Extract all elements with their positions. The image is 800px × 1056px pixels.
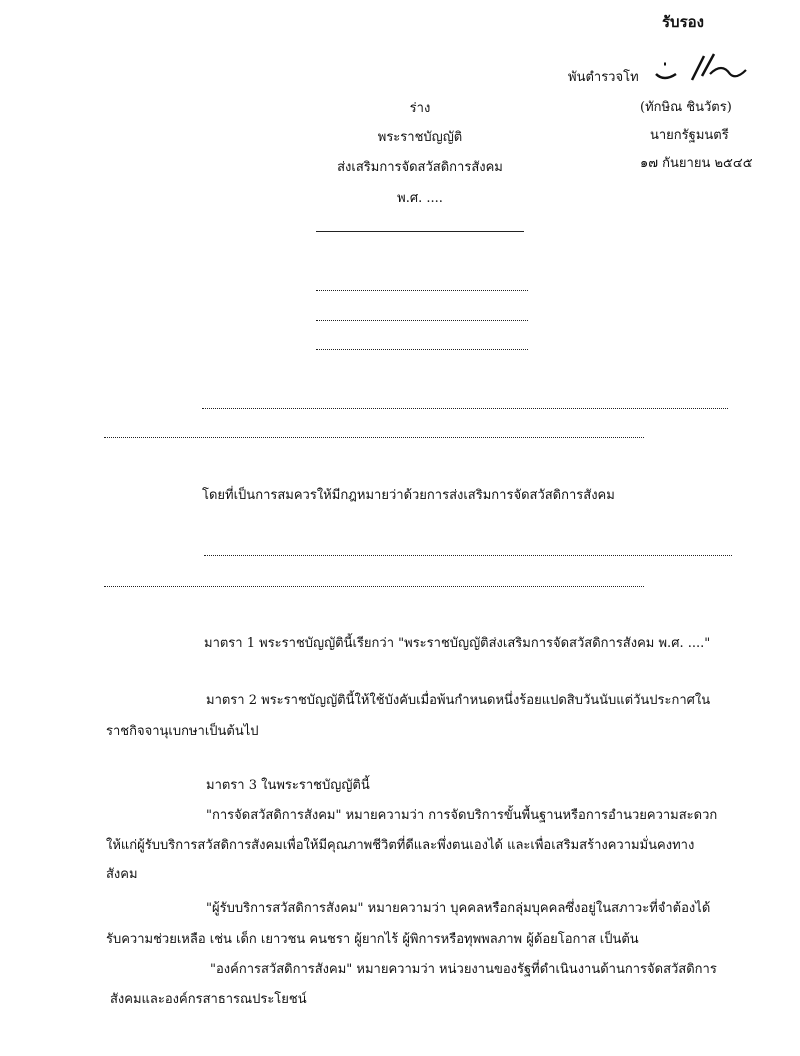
approval-rank: พันตำรวจโท (568, 70, 639, 85)
definition-1-line-1: "การจัดสวัสดิการสังคม" หมายความว่า การจัดบริการขั้นพื้นฐานหรือการอำนวยความสะดวก (206, 808, 718, 823)
dotted-line (204, 555, 732, 556)
definition-2-line-1: "ผู้รับบริการสวัสดิการสังคม" หมายความว่า บุคคลหรือกลุ่มบุคคลซึ่งอยู่ในสภาวะที่จำต้องได้ (206, 901, 711, 916)
approval-date: ๑๗ กันยายน ๒๕๔๕ (640, 156, 753, 171)
preamble: โดยที่เป็นการสมควรให้มีกฎหมายว่าด้วยการส่งเสริมการจัดสวัสดิการสังคม (202, 488, 615, 503)
act-title: ส่งเสริมการจัดสวัสดิการสังคม (337, 160, 503, 175)
definition-3-line-2: สังคมและองค์กรสาธารณประโยชน์ (110, 992, 307, 1007)
title-rule (316, 231, 524, 232)
definition-1-line-3: สังคม (106, 867, 138, 882)
section-1: มาตรา 1 พระราชบัญญัตินี้เรียกว่า "พระราชบัญญัติส่งเสริมการจัดสวัสดิการสังคม พ.ศ. ...." (204, 636, 711, 651)
approval-position: นายกรัฐมนตรี (650, 128, 729, 143)
act-year: พ.ศ. .... (397, 191, 443, 206)
signature (650, 52, 750, 86)
definition-3-line-1: "องค์การสวัสดิการสังคม" หมายความว่า หน่วยงานของรัฐที่ดำเนินงานด้านการจัดสวัสดิการ (210, 962, 717, 977)
section-3-heading: มาตรา 3 ในพระราชบัญญัตินี้ (206, 778, 370, 793)
section-2-line-2: ราชกิจจานุเบกษาเป็นต้นไป (106, 724, 259, 739)
dotted-line (104, 437, 644, 438)
section-2-line-1: มาตรา 2 พระราชบัญญัตินี้ให้ใช้บังคับเมื่อพ้นกำหนดหนึ่งร้อยแปดสิบวันนับแต่วันประกาศใน (206, 693, 711, 708)
dotted-line (202, 408, 728, 409)
definition-2-line-2: รับความช่วยเหลือ เช่น เด็ก เยาวชน คนชรา ผู้ยากไร้ ผู้พิการหรือทุพพลภาพ ผู้ด้อยโอกาส เป็นต้น (106, 932, 639, 947)
act-label: พระราชบัญญัติ (377, 130, 463, 145)
dotted-line (316, 320, 528, 321)
dotted-line (316, 349, 528, 350)
dotted-line (104, 586, 644, 587)
definition-1-line-2: ให้แก่ผู้รับบริการสวัสดิการสังคมเพื่อให้มีคุณภาพชีวิตที่ดีและพึ่งตนเองได้ และเพื่อเสริมสร้างความมั่นคงทาง (106, 838, 695, 853)
approval-label: รับรอง (662, 13, 704, 31)
approval-name: (ทักษิณ ชินวัตร) (640, 100, 732, 115)
draft-label: ร่าง (409, 101, 431, 116)
dotted-line (316, 290, 528, 291)
